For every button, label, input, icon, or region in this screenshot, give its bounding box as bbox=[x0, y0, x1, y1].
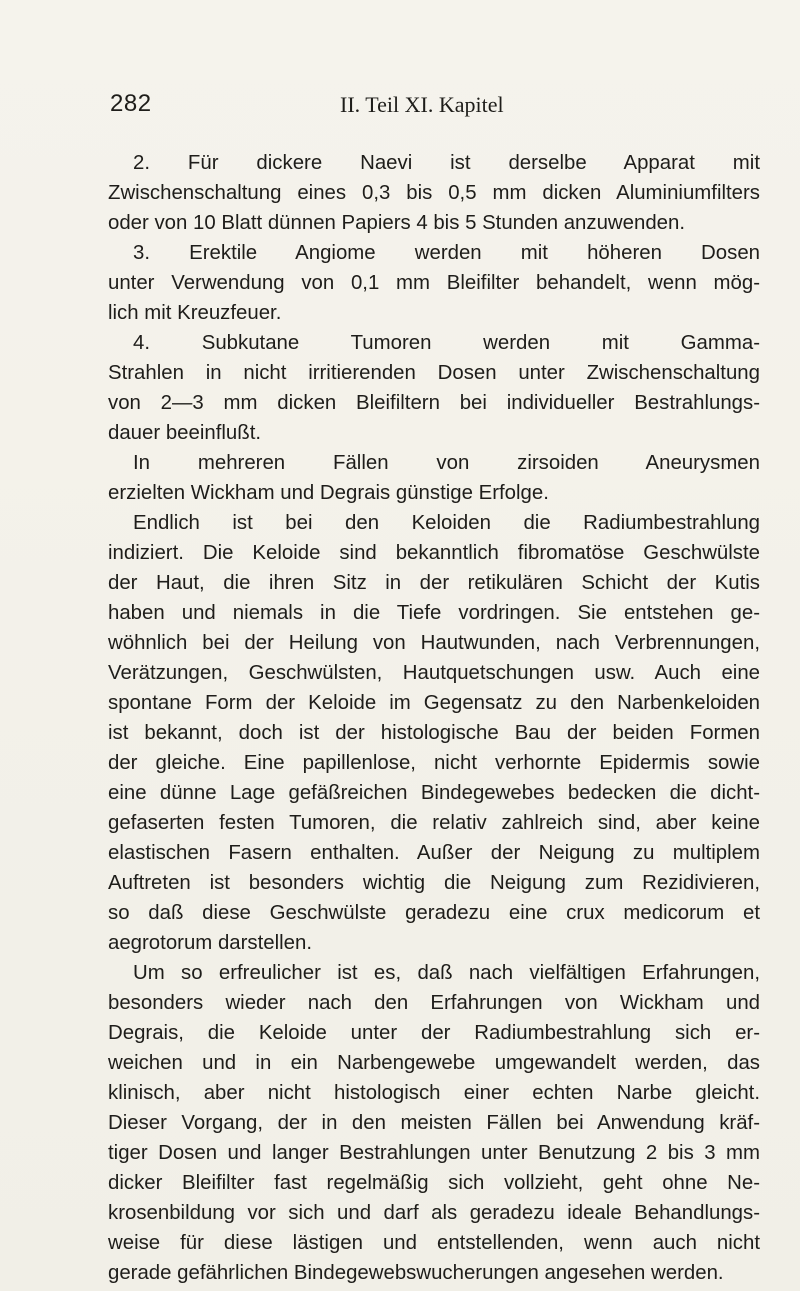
text-line: unter Verwendung von 0,1 mm Bleifilter behandelt, wenn mög- bbox=[108, 272, 760, 294]
text-line: indiziert. Die Keloide sind bekanntlich fibromatöse Geschwülste bbox=[108, 542, 760, 564]
text-line: von 2—3 mm dicken Bleifiltern bei individueller Bestrahlungs- bbox=[108, 392, 760, 414]
text-line: In mehreren Fällen von zirsoiden Aneurysmen bbox=[133, 452, 760, 474]
text-line: elastischen Fasern enthalten. Außer der Neigung zu multiplem bbox=[108, 842, 760, 864]
text-line: haben und niemals in die Tiefe vordringen. Sie entstehen ge- bbox=[108, 602, 760, 624]
text-line: aegrotorum darstellen. bbox=[108, 932, 313, 954]
text-line: oder von 10 Blatt dünnen Papiers 4 bis 5 Stunden anzuwenden. bbox=[108, 212, 686, 234]
text-line: der Haut, die ihren Sitz in der retikulären Schicht der Kutis bbox=[108, 572, 760, 594]
text-line: ist bekannt, doch ist der histologische Bau der beiden Formen bbox=[108, 722, 760, 744]
text-line: 3. Erektile Angiome werden mit höheren Dosen bbox=[133, 242, 760, 264]
text-line: Degrais, die Keloide unter der Radiumbestrahlung sich er- bbox=[108, 1022, 760, 1044]
text-line: Dieser Vorgang, der in den meisten Fällen bei Anwendung kräf- bbox=[108, 1112, 760, 1134]
text-line: weise für diese lästigen und entstellenden, wenn auch nicht bbox=[108, 1232, 760, 1254]
text-line: eine dünne Lage gefäßreichen Bindegewebes bedecken die dicht- bbox=[108, 782, 760, 804]
page-number: 282 bbox=[110, 90, 152, 117]
text-line: krosenbildung vor sich und darf als geradezu ideale Behandlungs- bbox=[108, 1202, 760, 1224]
text-line: so daß diese Geschwülste geradezu eine crux medicorum et bbox=[108, 902, 760, 924]
text-line: gerade gefährlichen Bindegewebswucherungen angesehen werden. bbox=[108, 1262, 724, 1284]
text-line: dauer beeinflußt. bbox=[108, 422, 262, 444]
text-line: weichen und in ein Narbengewebe umgewandelt werden, das bbox=[108, 1052, 760, 1074]
text-line: Um so erfreulicher ist es, daß nach vielfältigen Erfahrungen, bbox=[133, 962, 760, 984]
text-line: 2. Für dickere Naevi ist derselbe Apparat mit bbox=[133, 152, 760, 174]
text-line: besonders wieder nach den Erfahrungen von Wickham und bbox=[108, 992, 760, 1014]
text-line: wöhnlich bei der Heilung von Hautwunden, nach Verbrennungen, bbox=[108, 632, 760, 654]
text-line: 4. Subkutane Tumoren werden mit Gamma- bbox=[133, 332, 760, 354]
text-line: Strahlen in nicht irritierenden Dosen unter Zwischenschaltung bbox=[108, 362, 760, 384]
text-line: Zwischenschaltung eines 0,3 bis 0,5 mm dicken Aluminiumfilters bbox=[108, 182, 760, 204]
text-line: erzielten Wickham und Degrais günstige Erfolge. bbox=[108, 482, 549, 504]
text-line: der gleiche. Eine papillenlose, nicht verhornte Epidermis sowie bbox=[108, 752, 760, 774]
text-line: spontane Form der Keloide im Gegensatz zu den Narbenkeloiden bbox=[108, 692, 760, 714]
chapter-title: II. Teil XI. Kapitel bbox=[340, 92, 504, 117]
text-line: gefaserten festen Tumoren, die relativ zahlreich sind, aber keine bbox=[108, 812, 760, 834]
text-line: tiger Dosen und langer Bestrahlungen unter Benutzung 2 bis 3 mm bbox=[108, 1142, 760, 1164]
running-head bbox=[110, 90, 730, 130]
text-line: dicker Bleifilter fast regelmäßig sich vollzieht, geht ohne Ne- bbox=[108, 1172, 760, 1194]
text-line: klinisch, aber nicht histologisch einer echten Narbe gleicht. bbox=[108, 1082, 760, 1104]
text-line: Endlich ist bei den Keloiden die Radiumbestrahlung bbox=[133, 512, 760, 534]
body-text bbox=[108, 148, 760, 1288]
text-line: Auftreten ist besonders wichtig die Neigung zum Rezidivieren, bbox=[108, 872, 760, 894]
text-line: lich mit Kreuzfeuer. bbox=[108, 302, 282, 324]
text-line: Verätzungen, Geschwülsten, Hautquetschungen usw. Auch eine bbox=[108, 662, 760, 684]
